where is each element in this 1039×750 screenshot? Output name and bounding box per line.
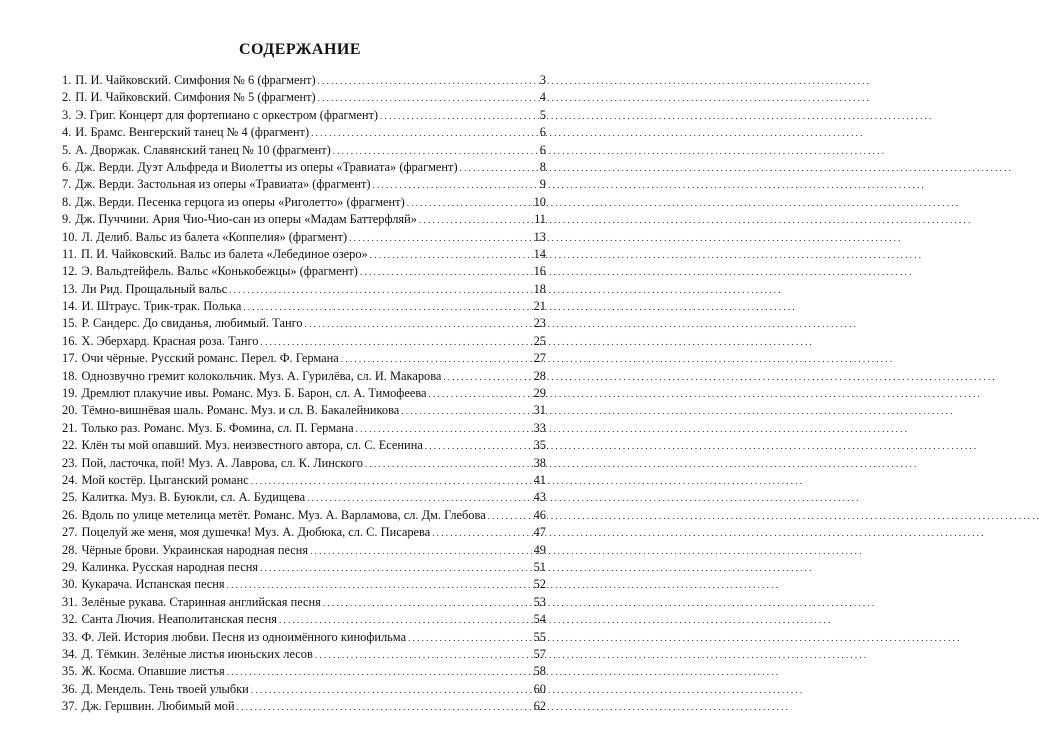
entry-title: Р. Сандерс. До свиданья, любимый. Танго [81,316,303,331]
page-title: СОДЕРЖАНИЕ [238,41,362,58]
entry-title: Однозвучно гремит колокольчик. Муз. А. Гурилёва, сл. И. Макарова [81,368,442,383]
toc-entry [62,350,546,367]
dot-leader [305,315,530,333]
toc-entry [62,698,546,715]
entry-number: 20. [62,403,78,418]
entry-number: 18. [62,368,78,383]
toc-entry [62,107,546,124]
entry-number: 24. [62,472,78,487]
dot-leader [432,524,530,542]
dot-leader [488,507,530,525]
entry-number: 35. [62,664,78,679]
entry-title: П. И. Чайковский. Симфония № 6 (фрагмент) [75,73,316,87]
entry-page-number: 53 [533,594,546,609]
dot-leader [365,455,530,473]
dot-leader [460,159,530,177]
entry-number: 26. [62,507,78,522]
entry-page-number: 55 [533,629,546,644]
entry-page-number: 23 [533,316,546,331]
entry-title: Дж. Верди. Песенка герцога из оперы «Риголетто» (фрагмент) [75,194,405,209]
entry-page-number: 51 [533,559,546,574]
entry-number: 1. [62,73,72,87]
dot-leader [401,402,530,420]
toc-entry [62,246,546,263]
entry-title: А. Дворжак. Славянский танец № 10 (фрагмент) [75,142,331,157]
entry-page-number: 49 [533,542,546,557]
entry-number: 17. [62,351,78,366]
entry-page-number: 54 [533,612,546,627]
entry-title: Э. Вальдтейфель. Вальс «Конькобежцы» (фрагмент) [81,264,358,279]
entry-number: 8. [62,194,72,209]
entry-page-number: 4 [539,90,546,105]
entry-page-number: 21 [533,299,546,314]
entry-number: 37. [62,699,78,714]
entry-number: 7. [62,177,72,192]
dot-leader [370,246,530,264]
toc-entry [62,542,546,559]
entry-title: Калитка. Муз. В. Буюкли, сл. А. Будищева [81,490,306,505]
entry-page-number: 52 [533,577,546,592]
toc-entry [62,420,546,437]
entry-number: 19. [62,386,78,401]
entry-title: Вдоль по улице метелица метёт. Романс. Муз. А. Варламова, сл. Дм. Глебова [81,507,486,522]
entry-page-number: 9 [539,177,546,192]
entry-page-number: 38 [533,455,546,470]
entry-number: 13. [62,281,78,296]
dot-leader [425,437,530,455]
entry-title: Дж. Верди. Застольная из оперы «Травиата» (фрагмент) [75,177,371,192]
dot-leader [360,263,530,281]
dot-leader [373,176,530,194]
toc-entry [62,437,546,454]
entry-title: Кукарача. Испанская песня [81,577,225,592]
dot-leader [443,368,530,386]
dot-leader [341,350,530,368]
toc-entry [62,385,546,402]
entry-title: П. И. Чайковский. Вальс из балета «Лебединое озеро» [81,246,368,261]
dot-leader [251,681,530,699]
entry-page-number: 6 [539,142,546,157]
entry-title: И. Штраус. Трик-трак. Полька [81,299,242,314]
entry-title: Мой костёр. Цыганский романс [81,472,249,487]
dot-leader [407,194,530,212]
dot-leader [315,646,530,664]
toc-entry [62,124,546,141]
entry-title: Э. Григ. Концерт для фортепиано с оркестром (фрагмент) [75,107,378,122]
entry-page-number: 6 [539,125,546,140]
table-of-contents [62,72,546,715]
entry-title: Поцелуй же меня, моя душечка! Муз. А. Дюбюка, сл. С. Писарева [81,525,431,540]
entry-number: 10. [62,229,78,244]
entry-page-number: 47 [533,525,546,540]
entry-page-number: 43 [533,490,546,505]
entry-page-number: 29 [533,386,546,401]
toc-entry [62,472,546,489]
toc-entry [62,402,546,419]
dot-leader [251,472,530,490]
entry-page-number: 60 [533,681,546,696]
entry-page-number: 10 [533,194,546,209]
entry-title: Тёмно-вишнёвая шаль. Романс. Муз. и сл. В. Бакалейникова [81,403,400,418]
toc-entry [62,576,546,593]
entry-page-number: 41 [533,472,546,487]
entry-number: 2. [62,90,72,105]
entry-page-number: 16 [533,264,546,279]
entry-page-number: 57 [533,646,546,661]
dot-leader [419,211,530,229]
entry-number: 32. [62,612,78,627]
entry-number: 14. [62,299,78,314]
entry-number: 5. [62,142,72,157]
dot-leader [318,89,530,107]
dot-leader [279,611,530,629]
entry-number: 11. [62,246,78,261]
dot-leader [227,663,530,681]
toc-entry [62,455,546,472]
entry-number: 23. [62,455,78,470]
entry-page-number: 5 [539,107,546,122]
toc-entry [62,159,546,176]
dot-leader [229,281,530,299]
entry-page-number: 27 [533,351,546,366]
dot-leader [243,298,530,316]
entry-title: Д. Мендель. Тень твоей улыбки [81,681,249,696]
toc-entry [62,315,546,332]
entry-number: 28. [62,542,78,557]
entry-page-number: 3 [539,73,546,87]
entry-number: 34. [62,646,78,661]
dot-leader [260,559,530,577]
entry-number: 29. [62,559,78,574]
entry-title: Клён ты мой опавший. Муз. неизвестного автора, сл. С. Есенина [81,438,423,453]
entry-page-number: 8 [539,159,546,174]
dot-leader [237,698,530,716]
entry-title: Зелёные рукава. Старинная английская песня [81,594,321,609]
toc-entry [62,194,546,211]
entry-title: Л. Делиб. Вальс из балета «Коппелия» (фрагмент) [81,229,348,244]
entry-number: 27. [62,525,78,540]
entry-title: И. Брамс. Венгерский танец № 4 (фрагмент) [75,125,310,140]
entry-number: 3. [62,107,72,122]
entry-number: 6. [62,159,72,174]
entry-number: 31. [62,594,78,609]
toc-entry [62,663,546,680]
entry-page-number: 25 [533,333,546,348]
entry-title: Дж. Пуччини. Ария Чио-Чио-сан из оперы «Мадам Баттерфляй» [75,212,417,227]
entry-title: Дремлют плакучие ивы. Романс. Муз. Б. Барон, сл. А. Тимофеева [81,386,427,401]
toc-entry [62,229,546,246]
toc-entry [62,281,546,298]
dot-leader [318,72,530,90]
toc-entry [62,594,546,611]
entry-number: 33. [62,629,78,644]
toc-entry [62,263,546,280]
entry-title: Только раз. Романс. Муз. Б. Фомина, сл. П. Германа [81,420,354,435]
toc-entry [62,646,546,663]
dot-leader [380,107,530,125]
entry-title: Ж. Косма. Опавшие листья [81,664,225,679]
entry-page-number: 62 [533,699,546,714]
entry-title: Д. Тёмкин. Зелёные листья июньских лесов [81,646,313,661]
dot-leader [356,420,530,438]
entry-number: 30. [62,577,78,592]
entry-number: 9. [62,212,72,227]
entry-number: 25. [62,490,78,505]
entry-title: Дж. Гершвин. Любимый мой [81,699,235,714]
dot-leader [311,124,530,142]
toc-entry [62,681,546,698]
entry-title: X. Эберхард. Красная роза. Танго [81,333,259,348]
toc-entry [62,368,546,385]
toc-entry [62,89,546,106]
entry-page-number: 14 [533,246,546,261]
dot-leader [323,594,530,612]
toc-entry [62,629,546,646]
entry-number: 36. [62,681,78,696]
entry-page-number: 18 [533,281,546,296]
toc-entry [62,333,546,350]
entry-page-number: 46 [533,507,546,522]
toc-entry [62,298,546,315]
entry-title: Очи чёрные. Русский романс. Перел. Ф. Германа [81,351,339,366]
entry-number: 22. [62,438,78,453]
entry-page-number: 35 [533,438,546,453]
toc-entry [62,176,546,193]
entry-page-number: 31 [533,403,546,418]
dot-leader [429,385,530,403]
dot-leader [307,489,530,507]
entry-title: Санта Лючия. Неаполитанская песня [81,612,278,627]
toc-entry [62,507,546,524]
entry-title: Дж. Верди. Дуэт Альфреда и Виолетты из оперы «Травиата» (фрагмент) [75,159,458,174]
toc-entry [62,611,546,628]
entry-title: Чёрные брови. Украинская народная песня [81,542,309,557]
entry-page-number: 28 [533,368,546,383]
entry-number: 4. [62,125,72,140]
toc-entry [62,142,546,159]
toc-entry [62,72,546,89]
entry-title: Ли Рид. Прощальный вальс [81,281,228,296]
entry-page-number: 33 [533,420,546,435]
dot-leader [310,542,530,560]
entry-title: Калинка. Русская народная песня [81,559,259,574]
entry-title: Пой, ласточка, пой! Муз. А. Лаврова, сл. К. Линского [81,455,363,470]
dot-leader [408,629,530,647]
toc-entry [62,524,546,541]
dot-leader [227,576,530,594]
entry-number: 16. [62,333,78,348]
toc-entry [62,211,546,228]
toc-entry [62,489,546,506]
toc-entry [62,559,546,576]
entry-number: 21. [62,420,78,435]
entry-number: 12. [62,264,78,279]
dot-leader [349,229,530,247]
entry-page-number: 58 [533,664,546,679]
entry-number: 15. [62,316,78,331]
dot-leader [260,333,530,351]
entry-page-number: 13 [533,229,546,244]
dot-leader [333,142,530,160]
entry-page-number: 11 [534,212,546,227]
entry-title: Ф. Лей. История любви. Песня из одноимённого кинофильма [81,629,407,644]
entry-title: П. И. Чайковский. Симфония № 5 (фрагмент) [75,90,316,105]
